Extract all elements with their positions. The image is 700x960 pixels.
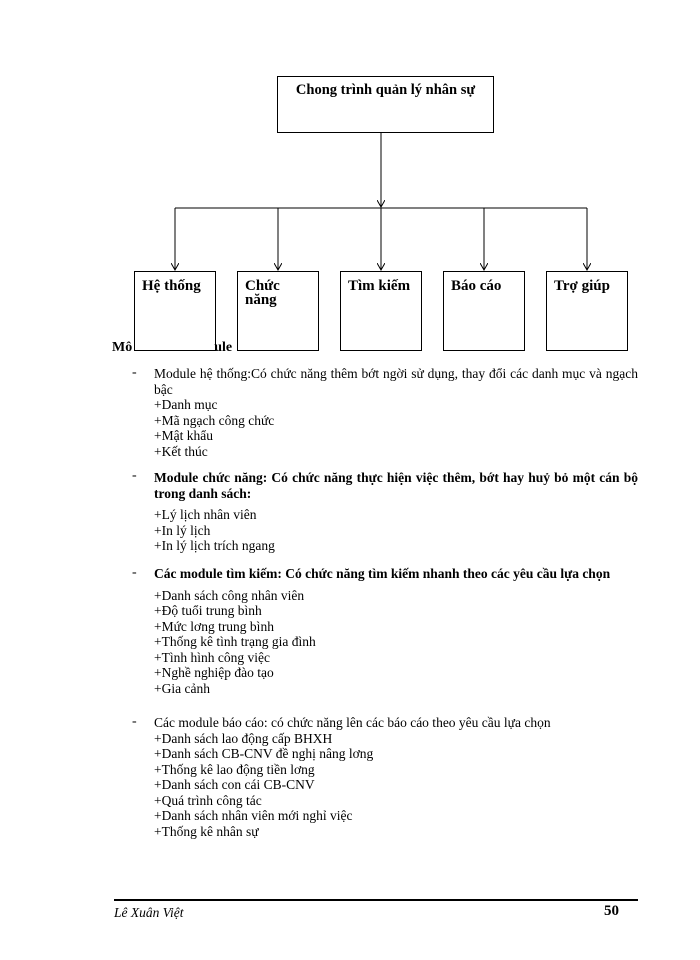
section-chuc-nang bbox=[154, 470, 638, 554]
list-item: +Quá trình công tác bbox=[154, 792, 262, 808]
modules-heading bbox=[112, 340, 232, 356]
footer-divider bbox=[114, 899, 638, 901]
section-bao-cao bbox=[154, 715, 638, 839]
child-node-label: Hệ thống bbox=[142, 278, 201, 294]
list-item: +In lý lịch bbox=[154, 522, 211, 538]
list-item: +Lý lịch nhân viên bbox=[154, 507, 257, 522]
list-item: +Danh sách con cái CB-CNV bbox=[154, 777, 315, 792]
child-node-tim-kiem bbox=[340, 271, 422, 351]
section-bullet: - bbox=[132, 365, 137, 380]
list-item: +Danh mục bbox=[154, 397, 218, 412]
section-tim-kiem bbox=[154, 566, 638, 696]
section-heading: Module chức năng: Có chức năng thực hiện việc thêm, bớt hay huỷ bỏ một cán bộ trong danh sách: bbox=[154, 470, 638, 501]
list-item: +Gia cảnh bbox=[154, 680, 210, 696]
list-item: +Danh sách CB-CNV đề nghị nâng lơng bbox=[154, 746, 374, 761]
child-node-label: Tìm kiếm bbox=[348, 278, 411, 294]
list-item: +Danh sách công nhân viên bbox=[154, 587, 305, 603]
page-number: 50 bbox=[604, 903, 619, 919]
child-node-label: Chức năng bbox=[245, 278, 280, 308]
child-node-bao-cao bbox=[443, 271, 525, 351]
root-node-label: Chong trình quản lý nhân sự bbox=[295, 82, 476, 98]
section-heading: Các module tìm kiếm: Có chức năng tìm kiếm nhanh theo các yêu cầu lựa chọn bbox=[154, 566, 611, 581]
list-item: +Độ tuổi trung bình bbox=[154, 603, 262, 618]
child-node-tro-giup bbox=[546, 271, 628, 351]
section-bullet: - bbox=[132, 565, 137, 580]
root-node bbox=[277, 76, 494, 133]
list-item: +Mức lơng trung bình bbox=[154, 618, 274, 634]
child-node-label: Trợ giúp bbox=[554, 278, 610, 294]
list-item: +Thống kê nhân sự bbox=[154, 823, 259, 839]
section-bullet: - bbox=[132, 468, 137, 483]
list-item: +Danh sách nhân viên mới nghỉ việc bbox=[154, 808, 353, 823]
list-item: +Thống kê tình trạng gia đình bbox=[154, 634, 316, 649]
list-item: +Tình hình công việc bbox=[154, 649, 270, 665]
list-item: +Mật khẩu bbox=[154, 428, 213, 443]
section-bullet: - bbox=[132, 714, 137, 729]
child-node-he-thong bbox=[134, 271, 216, 351]
list-item: +In lý lịch trích ngang bbox=[154, 538, 275, 553]
section-heading: Module hệ thống:Có chức năng thêm bớt ngời sử dụng, thay đổi các danh mục và ngạch bậc bbox=[154, 366, 638, 397]
modules-heading-start: Mô bbox=[112, 340, 133, 355]
list-item: +Danh sách lao động cấp BHXH bbox=[154, 730, 333, 746]
list-item: +Mã ngạch công chức bbox=[154, 412, 275, 428]
list-item: +Kết thúc bbox=[154, 443, 208, 459]
child-node-label: Báo cáo bbox=[451, 278, 502, 294]
section-he-thong bbox=[154, 366, 638, 459]
footer-author: Lê Xuân Việt bbox=[114, 905, 184, 920]
child-node-chuc-nang bbox=[237, 271, 319, 351]
list-item: +Nghề nghiệp đào tạo bbox=[154, 665, 274, 680]
section-heading: Các module báo cáo: có chức năng lên các báo cáo theo yêu cầu lựa chọn bbox=[154, 715, 551, 730]
list-item: +Thống kê lao động tiền lơng bbox=[154, 761, 315, 777]
modules-heading-end: ule bbox=[214, 340, 233, 355]
